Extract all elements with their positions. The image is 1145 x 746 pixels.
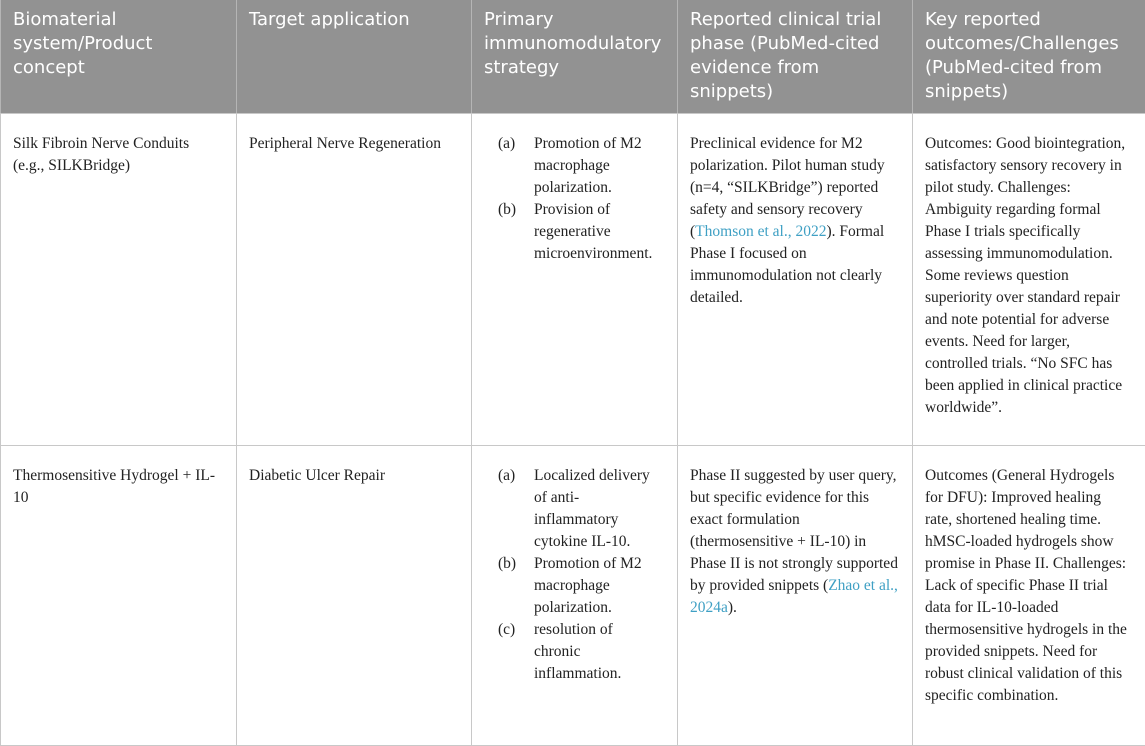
cell-strategy (472, 114, 678, 446)
cell-outcomes: Outcomes: Good biointegration, satisfactory sensory recovery in pilot study. Challenges: Ambiguity regarding formal Phase I trials specifically assessing immunomodulation. Some reviews question superiority over standard repair and note potential for adverse events. Need for larger, controlled trials. “No SFC has been applied in clinical practice worldwide”. (913, 114, 1145, 446)
citation-link[interactable]: Thomson et al., 2022 (695, 223, 826, 240)
cell-strategy (472, 446, 678, 746)
citation-link[interactable]: Zhao et al., 2024a (690, 577, 898, 616)
phase-text: Preclinical evidence for M2 polarization. Pilot human study (n=4, “SILKBridge”) reported safety and sensory recovery ( (690, 135, 885, 240)
cell-phase (678, 114, 913, 446)
cell-application: Peripheral Nerve Regeneration (237, 114, 472, 446)
header-system: Biomaterial system/Product concept (1, 0, 237, 114)
item-text: Provision of regenerative microenvironment. (534, 199, 663, 265)
cell-system: Silk Fibroin Nerve Conduits (e.g., SILKBridge) (1, 114, 237, 446)
cell-application: Diabetic Ulcer Repair (237, 446, 472, 746)
strategy-list (484, 133, 663, 265)
header-row (1, 0, 1145, 114)
list-item (498, 553, 663, 619)
item-label: (a) (498, 465, 534, 553)
header-strategy: Primary immunomodulatory strategy (472, 0, 678, 114)
item-label: (b) (498, 553, 534, 619)
item-text: Promotion of M2 macrophage polarization. (534, 133, 663, 199)
strategy-list (484, 465, 663, 685)
list-item (498, 199, 663, 265)
cell-phase (678, 446, 913, 746)
item-label: (a) (498, 133, 534, 199)
list-item (498, 133, 663, 199)
list-item (498, 465, 663, 553)
header-outcomes: Key reported outcomes/Challenges (PubMed-cited from snippets) (913, 0, 1145, 114)
phase-text: Phase II suggested by user query, but specific evidence for this exact formulation (thermosensitive + IL-10) in Phase II is not strongly supported by provided snippets ( (690, 467, 898, 594)
item-label: (b) (498, 199, 534, 265)
item-label: (c) (498, 619, 534, 685)
table-row (1, 446, 1145, 746)
header-application: Target application (237, 0, 472, 114)
phase-text: ). (728, 599, 737, 616)
header-phase: Reported clinical trial phase (PubMed-cited evidence from snippets) (678, 0, 913, 114)
cell-outcomes: Outcomes (General Hydrogels for DFU): Improved healing rate, shortened healing time. hMSC-loaded hydrogels show promise in Phase II. Challenges: Lack of specific Phase II trial data for IL-10-loaded thermosensitive hydrogels in the provided snippets. Need for robust clinical validation of this specific combination. (913, 446, 1145, 746)
phase-text: ). Formal Phase I focused on immunomodulation not clearly detailed. (690, 223, 884, 306)
item-text: Localized delivery of anti-inflammatory cytokine IL-10. (534, 465, 663, 553)
cell-system: Thermosensitive Hydrogel + IL-10 (1, 446, 237, 746)
item-text: Promotion of M2 macrophage polarization. (534, 553, 663, 619)
item-text: resolution of chronic inflammation. (534, 619, 663, 685)
table-row (1, 114, 1145, 446)
list-item (498, 619, 663, 685)
